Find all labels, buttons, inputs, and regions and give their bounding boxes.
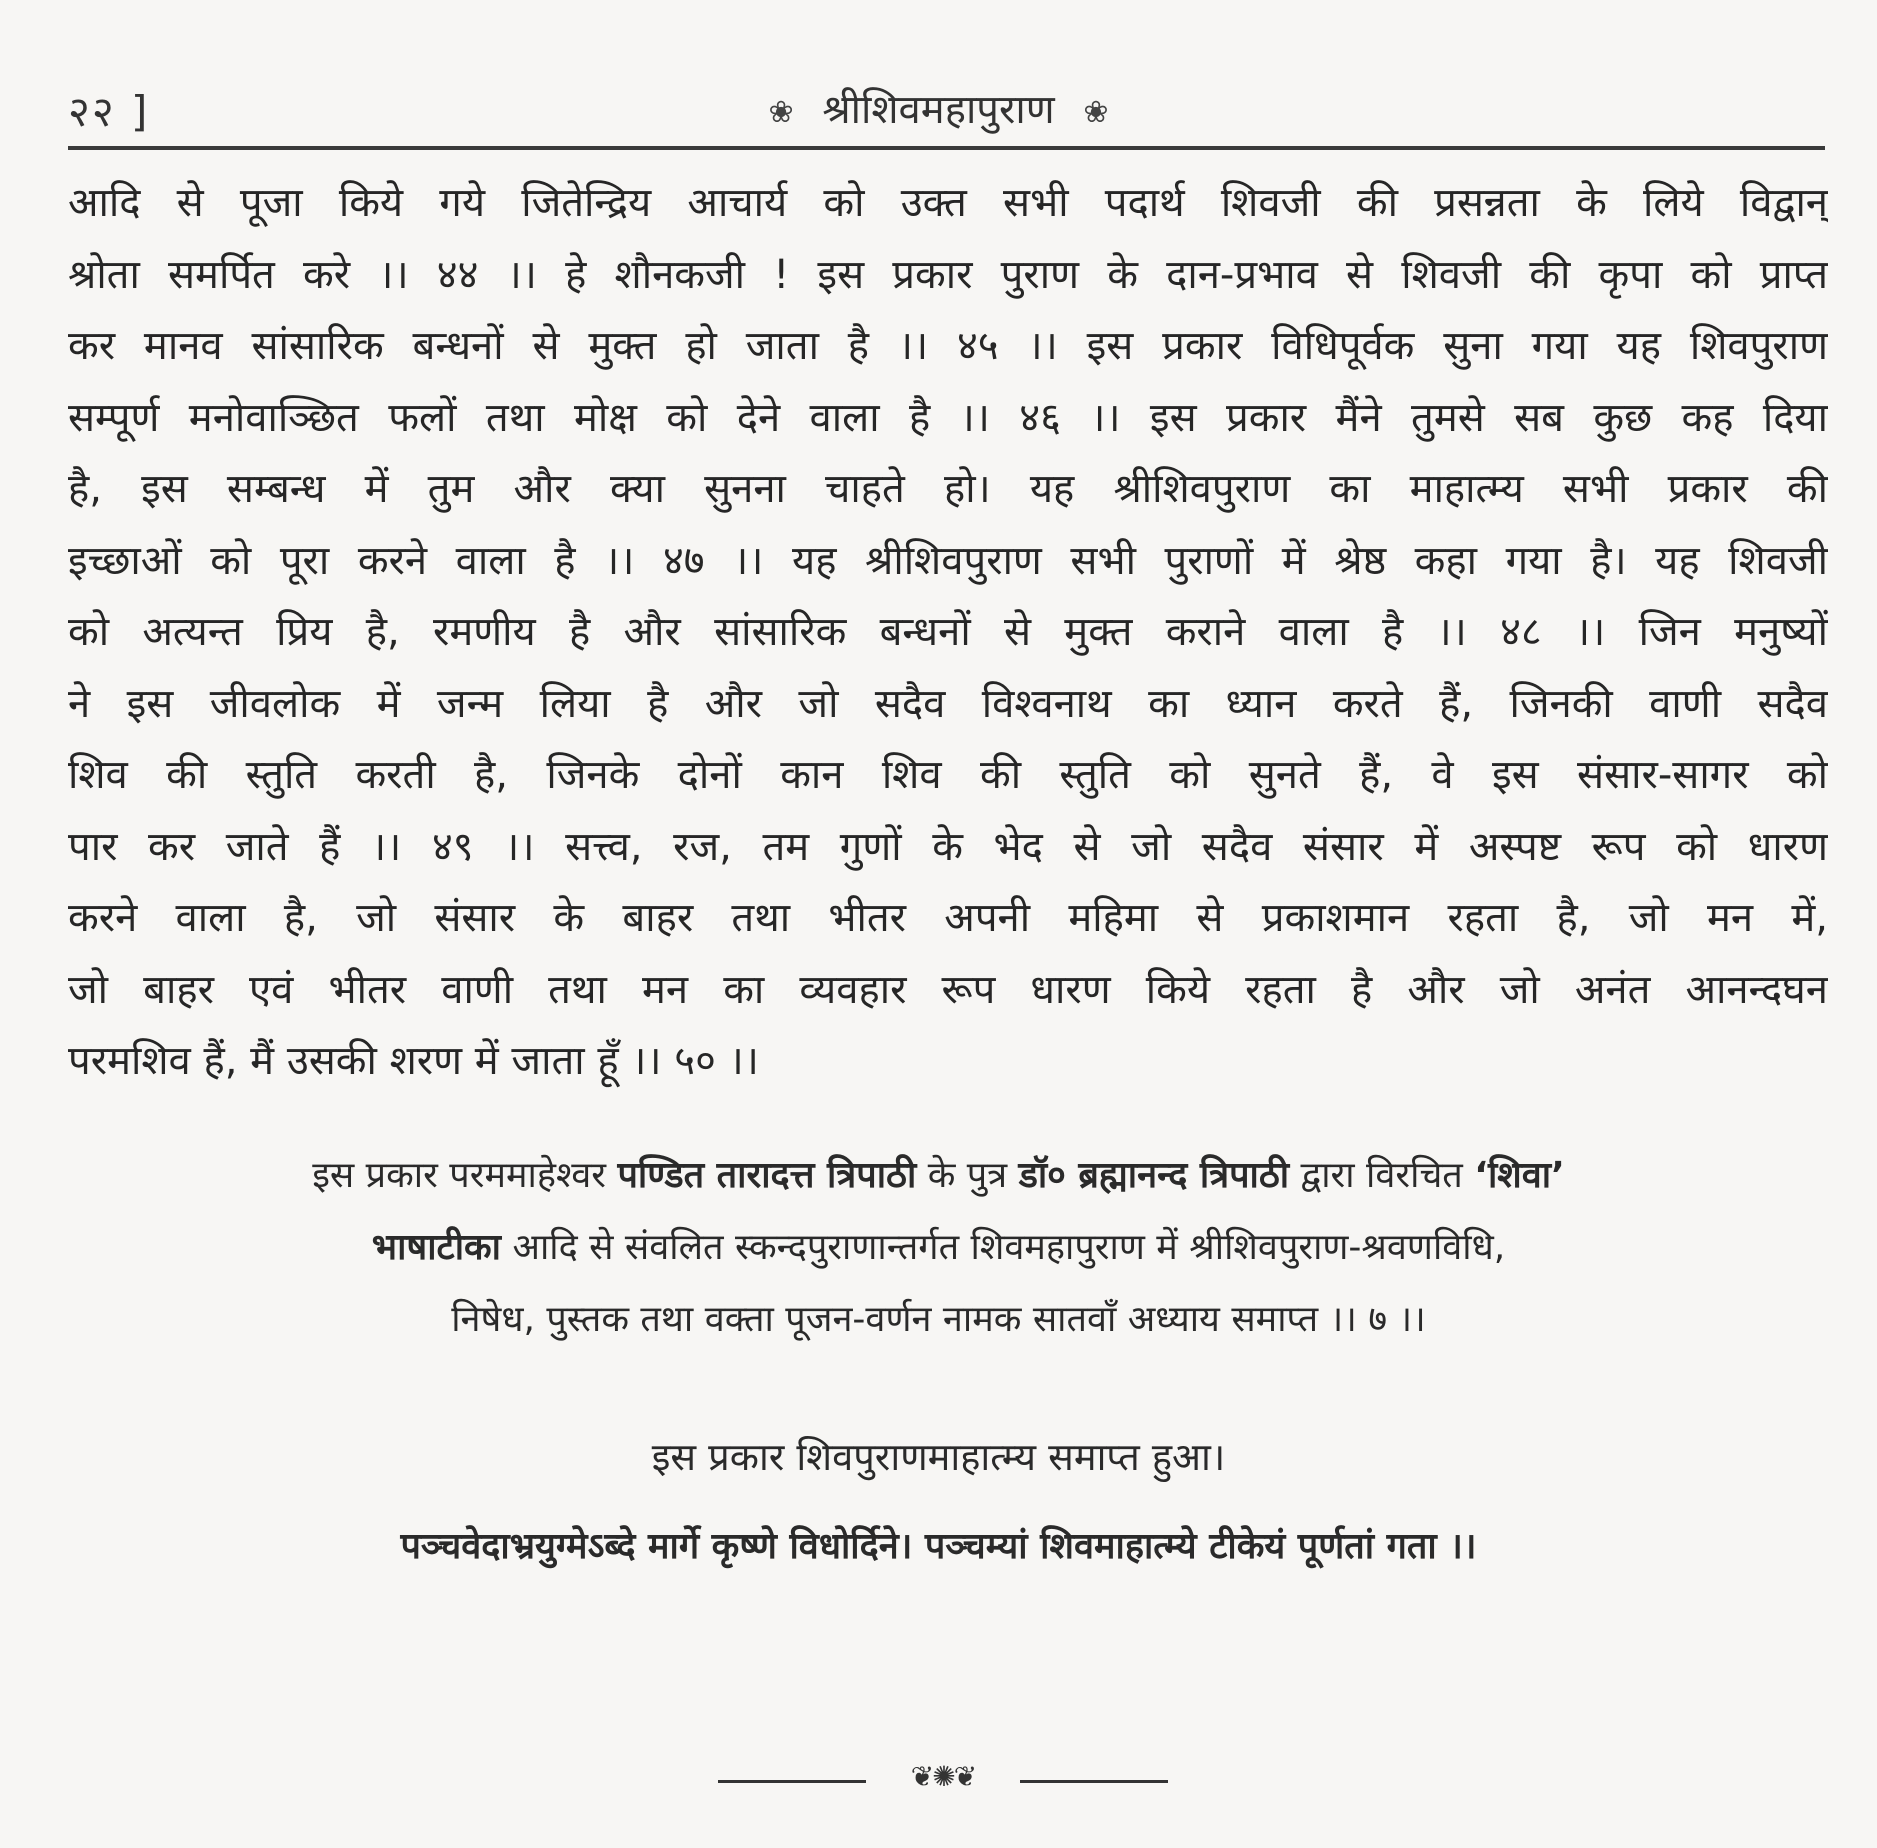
text-line: को अत्यन्त प्रिय है, रमणीय है और सांसारिक बन्धनों से मुक्त कराने वाला है ।। ४८ ।। जिन मनुष्यों	[68, 609, 1828, 655]
text-line: जो बाहर एवं भीतर वाणी तथा मन का व्यवहार रूप धारण किये रहता है और जो अनंत आनन्दघन	[68, 966, 1828, 1013]
flower-ornament-icon: ❀	[1083, 94, 1109, 130]
colophon-line	[0, 1140, 1877, 1212]
colophon-text: के पुत्र	[916, 1155, 1019, 1196]
commentary-type: भाषाटीका	[371, 1227, 502, 1268]
floral-ornament-icon: ❦✺❦	[910, 1760, 976, 1793]
header-rule	[68, 146, 1825, 150]
chapter-colophon	[0, 1140, 1877, 1356]
page-number: २२ ]	[68, 87, 150, 136]
end-divider	[718, 1760, 1168, 1796]
end-statement: इस प्रकार शिवपुराणमाहात्म्य समाप्त हुआ।	[651, 1435, 1226, 1479]
author-name: डॉ० ब्रह्मानन्द त्रिपाठी	[1018, 1155, 1290, 1196]
flower-ornament-icon: ❀	[768, 94, 794, 130]
text-line: ने इस जीवलोक में जन्म लिया है और जो सदैव विश्वनाथ का ध्यान करते हैं, जिनकी वाणी सदैव	[68, 680, 1828, 727]
closing-verse: पञ्चवेदाभ्रयुग्मेऽब्दे मार्गे कृष्णे विधोर्दिने। पञ्चम्यां शिवमाहात्म्ये टीकेयं पूर्णतां गता ।।	[400, 1526, 1477, 1567]
text-line: करने वाला है, जो संसार के बाहर तथा भीतर अपनी महिमा से प्रकाशमान रहता है, जो मन में,	[68, 895, 1828, 941]
text-line: इच्छाओं को पूरा करने वाला है ।। ४७ ।। यह श्रीशिवपुराण सभी पुराणों में श्रेष्ठ कहा गया है। यह शिवजी	[68, 537, 1828, 584]
colophon-text: इस प्रकार परममाहेश्वर	[312, 1155, 618, 1196]
body-paragraph	[68, 168, 1828, 1098]
colophon-line: निषेध, पुस्तक तथा वक्ता पूजन-वर्णन नामक सातवाँ अध्याय समाप्त ।। ७ ।।	[451, 1299, 1426, 1340]
text-line: श्रोता समर्पित करे ।। ४४ ।। हे शौनकजी ! इस प्रकार पुराण के दान-प्रभाव से शिवजी की कृपा को प्राप्त	[68, 251, 1828, 298]
colophon-text: द्वारा विरचित	[1289, 1155, 1475, 1196]
commentary-name: ‘शिवा’	[1474, 1155, 1565, 1196]
colophon-text: आदि से संवलित स्कन्दपुराणान्तर्गत शिवमहापुराण में श्रीशिवपुराण-श्रवणविधि,	[501, 1227, 1506, 1268]
text-line: शिव की स्तुति करती है, जिनके दोनों कान शिव की स्तुति को सुनते हैं, वे इस संसार-सागर को	[68, 752, 1828, 798]
book-title: श्रीशिवमहापुराण	[822, 87, 1055, 133]
colophon-line	[0, 1212, 1877, 1284]
text-line: कर मानव सांसारिक बन्धनों से मुक्त हो जाता है ।। ४५ ।। इस प्रकार विधिपूर्वक सुना गया यह शिवपुराण	[68, 323, 1828, 369]
author-father-name: पण्डित तारादत्त त्रिपाठी	[617, 1155, 917, 1196]
running-header	[0, 80, 1877, 135]
divider-line	[1020, 1780, 1168, 1783]
text-line: है, इस सम्बन्ध में तुम और क्या सुनना चाहते हो। यह श्रीशिवपुराण का माहात्म्य सभी प्रकार की	[68, 466, 1828, 512]
text-line: पार कर जाते हैं ।। ४९ ।। सत्त्व, रज, तम गुणों के भेद से जो सदैव संसार में अस्पष्ट रूप को धारण	[68, 823, 1828, 870]
text-line: परमशिव हैं, मैं उसकी शरण में जाता हूँ ।। ५० ।।	[68, 1038, 759, 1084]
text-line: सम्पूर्ण मनोवाञ्छित फलों तथा मोक्ष को देने वाला है ।। ४६ ।। इस प्रकार मैंने तुमसे सब कुछ कह दिया	[68, 394, 1828, 441]
divider-line	[718, 1780, 866, 1783]
text-line: आदि से पूजा किये गये जितेन्द्रिय आचार्य को उक्त सभी पदार्थ शिवजी की प्रसन्नता के लिये विद्वान्	[68, 180, 1828, 226]
